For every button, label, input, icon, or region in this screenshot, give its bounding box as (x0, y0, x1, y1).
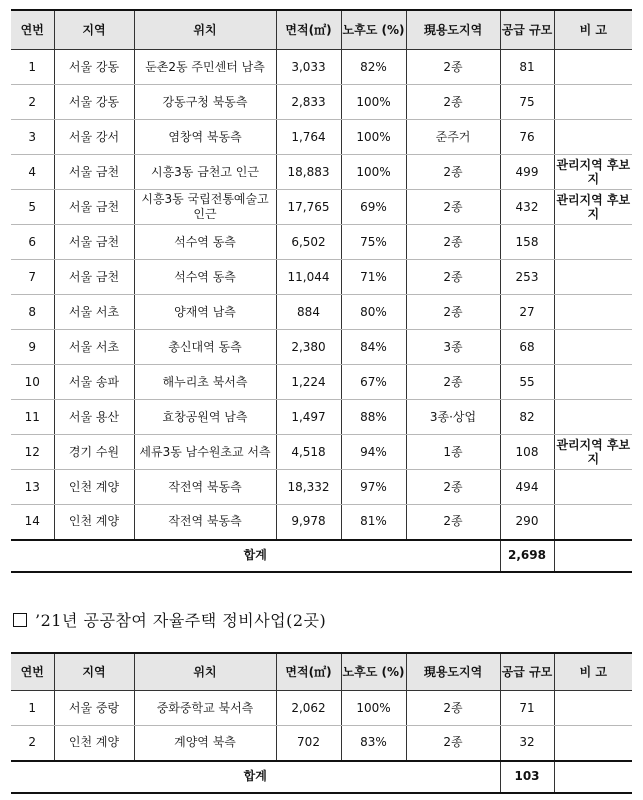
cell-note (554, 726, 632, 761)
cell-decay: 84% (341, 330, 406, 365)
total-value: 2,698 (500, 540, 554, 572)
cell-note: 관리지역 후보지 (554, 155, 632, 190)
cell-zoning: 준주거 (406, 120, 500, 155)
cell-area: 9,978 (276, 505, 341, 540)
cell-note (554, 365, 632, 400)
total-note (554, 540, 632, 572)
cell-decay: 82% (341, 50, 406, 85)
cell-region: 서울 송파 (54, 365, 134, 400)
cell-location: 양재역 남측 (134, 295, 276, 330)
cell-decay: 100% (341, 120, 406, 155)
table-row (11, 225, 632, 260)
cell-supply: 82 (500, 400, 554, 435)
cell-zoning: 2종 (406, 726, 500, 761)
cell-no: 12 (11, 435, 54, 470)
header-note: 비 고 (554, 653, 632, 691)
cell-area: 1,224 (276, 365, 341, 400)
cell-location: 석수역 동측 (134, 260, 276, 295)
cell-supply: 494 (500, 470, 554, 505)
cell-region: 서울 서초 (54, 295, 134, 330)
cell-no: 14 (11, 505, 54, 540)
cell-zoning: 2종 (406, 505, 500, 540)
project-table-1 (11, 9, 632, 573)
table-row (11, 365, 632, 400)
cell-area: 18,332 (276, 470, 341, 505)
project-table-2 (11, 652, 632, 794)
header-zoning: 現용도지역 (406, 10, 500, 50)
table-row (11, 330, 632, 365)
cell-note (554, 330, 632, 365)
table-header-row (11, 10, 632, 50)
cell-decay: 83% (341, 726, 406, 761)
cell-note (554, 470, 632, 505)
cell-location: 중화중학교 북서측 (134, 691, 276, 726)
cell-no: 4 (11, 155, 54, 190)
cell-area: 702 (276, 726, 341, 761)
header-region: 지역 (54, 10, 134, 50)
cell-no: 5 (11, 190, 54, 225)
cell-zoning: 2종 (406, 260, 500, 295)
cell-supply: 499 (500, 155, 554, 190)
cell-supply: 32 (500, 726, 554, 761)
cell-supply: 108 (500, 435, 554, 470)
cell-supply: 27 (500, 295, 554, 330)
cell-region: 서울 금천 (54, 225, 134, 260)
table-row (11, 85, 632, 120)
cell-location: 염창역 북동측 (134, 120, 276, 155)
cell-region: 서울 강동 (54, 50, 134, 85)
table-row (11, 50, 632, 85)
header-decay: 노후도 (%) (341, 653, 406, 691)
cell-no: 3 (11, 120, 54, 155)
cell-decay: 100% (341, 85, 406, 120)
cell-supply: 68 (500, 330, 554, 365)
cell-region: 인천 계양 (54, 470, 134, 505)
cell-area: 6,502 (276, 225, 341, 260)
cell-location: 시흥3동 금천고 인근 (134, 155, 276, 190)
cell-supply: 71 (500, 691, 554, 726)
cell-supply: 81 (500, 50, 554, 85)
cell-area: 2,833 (276, 85, 341, 120)
table-header-row (11, 653, 632, 691)
cell-location: 석수역 동측 (134, 225, 276, 260)
cell-no: 1 (11, 691, 54, 726)
header-location: 위치 (134, 653, 276, 691)
cell-area: 4,518 (276, 435, 341, 470)
cell-decay: 81% (341, 505, 406, 540)
table-row (11, 295, 632, 330)
section-heading (13, 608, 326, 631)
cell-zoning: 2종 (406, 295, 500, 330)
cell-zoning: 2종 (406, 225, 500, 260)
cell-decay: 69% (341, 190, 406, 225)
cell-zoning: 2종 (406, 470, 500, 505)
cell-location: 강동구청 북동측 (134, 85, 276, 120)
cell-area: 884 (276, 295, 341, 330)
checkbox-icon (13, 613, 27, 627)
cell-decay: 100% (341, 155, 406, 190)
table-row (11, 190, 632, 225)
table-row (11, 120, 632, 155)
cell-region: 서울 금천 (54, 190, 134, 225)
table-row (11, 435, 632, 470)
header-supply: 공급 규모 (500, 10, 554, 50)
cell-no: 13 (11, 470, 54, 505)
header-region: 지역 (54, 653, 134, 691)
cell-region: 서울 서초 (54, 330, 134, 365)
cell-area: 2,062 (276, 691, 341, 726)
cell-note: 관리지역 후보지 (554, 190, 632, 225)
cell-no: 7 (11, 260, 54, 295)
header-decay: 노후도 (%) (341, 10, 406, 50)
cell-location: 효창공원역 남측 (134, 400, 276, 435)
cell-region: 인천 계양 (54, 505, 134, 540)
cell-no: 1 (11, 50, 54, 85)
table-row (11, 691, 632, 726)
header-area: 면적(㎡) (276, 10, 341, 50)
header-zoning: 現용도지역 (406, 653, 500, 691)
cell-zoning: 2종 (406, 365, 500, 400)
cell-supply: 158 (500, 225, 554, 260)
total-value: 103 (500, 761, 554, 793)
cell-zoning: 2종 (406, 85, 500, 120)
total-row (11, 540, 632, 572)
cell-region: 서울 금천 (54, 260, 134, 295)
total-note (554, 761, 632, 793)
cell-region: 서울 강서 (54, 120, 134, 155)
cell-location: 시흥3동 국립전통예술고 인근 (134, 190, 276, 225)
cell-note (554, 691, 632, 726)
cell-no: 2 (11, 726, 54, 761)
cell-note (554, 120, 632, 155)
cell-supply: 55 (500, 365, 554, 400)
cell-note (554, 50, 632, 85)
cell-region: 서울 중랑 (54, 691, 134, 726)
table-row (11, 470, 632, 505)
header-location: 위치 (134, 10, 276, 50)
header-area: 면적(㎡) (276, 653, 341, 691)
cell-note (554, 505, 632, 540)
cell-no: 11 (11, 400, 54, 435)
cell-zoning: 2종 (406, 50, 500, 85)
cell-no: 2 (11, 85, 54, 120)
cell-location: 작전역 북동측 (134, 505, 276, 540)
total-label: 합계 (11, 761, 500, 793)
cell-no: 6 (11, 225, 54, 260)
table-row (11, 260, 632, 295)
cell-note (554, 85, 632, 120)
cell-supply: 76 (500, 120, 554, 155)
cell-decay: 71% (341, 260, 406, 295)
cell-location: 작전역 북동측 (134, 470, 276, 505)
cell-supply: 290 (500, 505, 554, 540)
total-row (11, 761, 632, 793)
table-row (11, 155, 632, 190)
table-row (11, 505, 632, 540)
cell-decay: 97% (341, 470, 406, 505)
cell-region: 경기 수원 (54, 435, 134, 470)
cell-decay: 75% (341, 225, 406, 260)
header-no: 연번 (11, 10, 54, 50)
cell-supply: 75 (500, 85, 554, 120)
cell-decay: 67% (341, 365, 406, 400)
table-row (11, 400, 632, 435)
cell-note (554, 295, 632, 330)
cell-note (554, 225, 632, 260)
cell-area: 1,497 (276, 400, 341, 435)
cell-note (554, 400, 632, 435)
cell-supply: 253 (500, 260, 554, 295)
cell-area: 11,044 (276, 260, 341, 295)
cell-no: 9 (11, 330, 54, 365)
cell-zoning: 3종·상업 (406, 400, 500, 435)
cell-area: 18,883 (276, 155, 341, 190)
cell-region: 서울 용산 (54, 400, 134, 435)
cell-zoning: 3종 (406, 330, 500, 365)
cell-zoning: 2종 (406, 155, 500, 190)
header-supply: 공급 규모 (500, 653, 554, 691)
cell-area: 3,033 (276, 50, 341, 85)
cell-area: 17,765 (276, 190, 341, 225)
cell-region: 서울 금천 (54, 155, 134, 190)
cell-note (554, 260, 632, 295)
cell-supply: 432 (500, 190, 554, 225)
cell-location: 세류3동 남수원초교 서측 (134, 435, 276, 470)
cell-decay: 100% (341, 691, 406, 726)
cell-decay: 94% (341, 435, 406, 470)
cell-region: 서울 강동 (54, 85, 134, 120)
cell-decay: 80% (341, 295, 406, 330)
cell-zoning: 1종 (406, 435, 500, 470)
cell-location: 총신대역 동측 (134, 330, 276, 365)
cell-note: 관리지역 후보지 (554, 435, 632, 470)
cell-zoning: 2종 (406, 190, 500, 225)
cell-region: 인천 계양 (54, 726, 134, 761)
header-note: 비 고 (554, 10, 632, 50)
header-no: 연번 (11, 653, 54, 691)
cell-location: 계양역 북측 (134, 726, 276, 761)
cell-zoning: 2종 (406, 691, 500, 726)
cell-no: 10 (11, 365, 54, 400)
table-row (11, 726, 632, 761)
cell-area: 1,764 (276, 120, 341, 155)
cell-location: 해누리초 북서측 (134, 365, 276, 400)
cell-decay: 88% (341, 400, 406, 435)
cell-location: 둔촌2동 주민센터 남측 (134, 50, 276, 85)
cell-no: 8 (11, 295, 54, 330)
total-label: 합계 (11, 540, 500, 572)
cell-area: 2,380 (276, 330, 341, 365)
section-title-text: ’21년 공공참여 자율주택 정비사업(2곳) (35, 611, 327, 630)
